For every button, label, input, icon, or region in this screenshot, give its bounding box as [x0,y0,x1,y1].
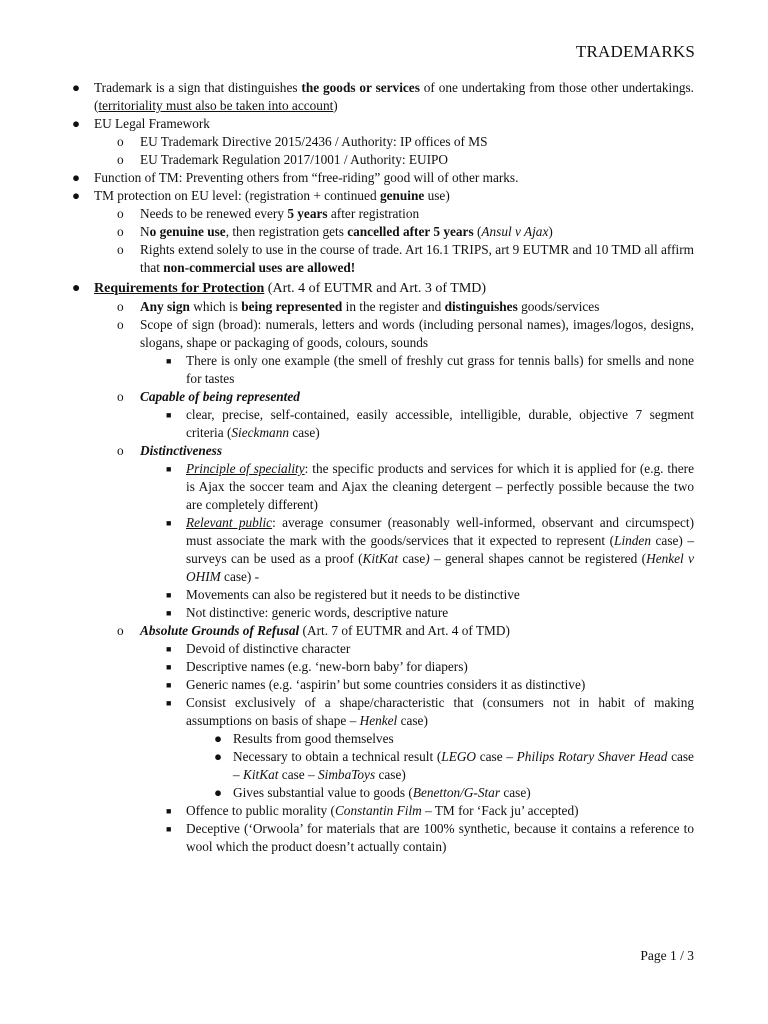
square-bullet-marker: ■ [166,518,172,528]
square-bullet-marker: ■ [166,356,172,366]
bullet-text: Trademark is a sign that distinguishes the goods or services of one undertaking from those other undertakings. (territoriality must also be taken into account) [94,80,694,113]
bullet-text: Rights extend solely to use in the course of trade. Art 16.1 TRIPS, art 9 EUTMR and 10 TMD all affirm that non-commercial uses are allowed! [140,242,694,275]
bullet-text: TM protection on EU level: (registration + continued genuine use) [94,188,450,203]
sub-bullet-regulation [70,151,694,169]
square-bullet-morality [70,802,694,820]
square-bullet-shape [70,694,694,730]
sub-bullet-marker: o [117,317,124,332]
square-bullet-descriptive [70,658,694,676]
sub-bullet-rights [70,241,694,277]
bullet-marker: ● [72,170,81,185]
sub-bullet-marker: o [117,623,124,638]
square-bullet-speciality [70,460,694,514]
sub-bullet-marker: o [117,389,124,404]
square-bullet-marker: ■ [166,662,172,672]
sub-bullet-marker: o [117,152,124,167]
square-bullet-marker: ■ [166,464,172,474]
document-body [70,79,694,856]
square-bullet-marker: ■ [166,410,172,420]
bullet-function [70,169,694,187]
page-title: TRADEMARKS [575,42,695,61]
bullet-text: Movements can also be registered but it needs to be distinctive [186,587,520,602]
sub-bullet-marker: o [117,242,124,257]
bullet-text: Requirements for Protection (Art. 4 of EUTMR and Art. 3 of TMD) [94,281,487,296]
bullet-text: Results from good themselves [233,731,394,746]
bullet-text: Function of TM: Preventing others from “free-riding” good will of other marks. [94,170,519,185]
bullet-text: Principle of speciality: the specific products and services for which it is applied for (e.g. there is Ajax the soccer team and Ajax the cleaning detergent – perfectly possible because the two are completely different) [186,461,694,512]
square-bullet-not-distinctive [70,604,694,622]
bullet-text: Capable of being represented [140,389,300,404]
sub-bullet-directive [70,133,694,151]
sub-bullet-marker: o [117,206,124,221]
round-bullet-marker: ● [214,749,223,764]
bullet-text: There is only one example (the smell of freshly cut grass for tennis balls) for smells and none for tastes [186,353,694,386]
bullet-text: EU Legal Framework [94,116,210,131]
square-bullet-generic [70,676,694,694]
bullet-text: Needs to be renewed every 5 years after registration [140,206,420,221]
bullet-eu-framework [70,115,694,133]
square-bullet-marker: ■ [166,680,172,690]
sub-bullet-marker: o [117,224,124,239]
square-bullet-deceptive [70,820,694,856]
bullet-text: Necessary to obtain a technical result (LEGO case – Philips Rotary Shaver Head case – KitKat case – SimbaToys case) [233,749,694,782]
square-bullet-marker: ■ [166,698,172,708]
bullet-text: Deceptive (‘Orwoola’ for materials that are 100% synthetic, because it contains a reference to wool which the product doesn’t actually contain) [186,821,694,854]
bullet-text: Gives substantial value to goods (Benetton/G-Star case) [233,785,531,800]
square-bullet-devoid [70,640,694,658]
sub-bullet-genuine-use [70,223,694,241]
bullet-marker: ● [72,116,81,131]
bullet-text: EU Trademark Directive 2015/2436 / Authority: IP offices of MS [140,134,488,149]
round-bullet-value [70,784,694,802]
square-bullet-marker: ■ [166,590,172,600]
bullet-text: Generic names (e.g. ‘aspirin’ but some countries considers it as distinctive) [186,677,586,692]
bullet-requirements [70,280,694,298]
bullet-text: Distinctiveness [140,443,222,458]
bullet-text: Offence to public morality (Constantin Film – TM for ‘Fack ju’ accepted) [186,803,579,818]
square-bullet-relevant-public [70,514,694,586]
square-bullet-marker: ■ [166,824,172,834]
square-bullet-marker: ■ [166,806,172,816]
bullet-text: Devoid of distinctive character [186,641,351,656]
square-bullet-movements [70,586,694,604]
square-bullet-marker: ■ [166,608,172,618]
round-bullet-marker: ● [214,785,223,800]
bullet-marker: ● [72,80,81,95]
bullet-text: Absolute Grounds of Refusal (Art. 7 of EUTMR and Art. 4 of TMD) [140,623,510,638]
square-bullet-marker: ■ [166,644,172,654]
sub-bullet-capable [70,388,694,406]
bullet-text: Consist exclusively of a shape/characteristic that (consumers not in habit of making assumptions on basis of shape – Henkel case) [186,695,694,728]
sub-bullet-marker: o [117,299,124,314]
bullet-marker: ● [72,281,81,296]
sub-bullet-absolute-grounds [70,622,694,640]
bullet-text: Scope of sign (broad): numerals, letters and words (including personal names), images/logos, designs, slogans, shape or packaging of goods, colours, sounds [140,317,694,350]
sub-bullet-marker: o [117,134,124,149]
sub-bullet-renewal [70,205,694,223]
square-bullet-criteria [70,406,694,442]
bullet-marker: ● [72,188,81,203]
sub-bullet-any-sign [70,298,694,316]
bullet-protection [70,187,694,205]
sub-bullet-distinctiveness [70,442,694,460]
round-bullet-marker: ● [214,731,223,746]
sub-bullet-marker: o [117,443,124,458]
bullet-text: Descriptive names (e.g. ‘new-born baby’ for diapers) [186,659,468,674]
bullet-definition [70,79,694,115]
page-number: Page 1 / 3 [640,948,694,963]
sub-bullet-scope [70,316,694,352]
bullet-text: clear, precise, self-contained, easily accessible, intelligible, durable, objective 7 segment criteria (Sieckmann case) [186,407,694,440]
round-bullet-results [70,730,694,748]
square-bullet-smell [70,352,694,388]
bullet-text: Not distinctive: generic words, descriptive nature [186,605,449,620]
round-bullet-technical [70,748,694,784]
bullet-text: EU Trademark Regulation 2017/1001 / Authority: EUIPO [140,152,449,167]
bullet-text: No genuine use, then registration gets cancelled after 5 years (Ansul v Ajax) [140,224,553,239]
bullet-text: Relevant public: average consumer (reasonably well-informed, observant and circumspect) must associate the mark with the goods/services that it expected to represent (Linden case) – surveys can be used as a proof (KitKat case) – general shapes cannot be registered (Henkel v OHIM case) - [186,515,695,584]
bullet-text: Any sign which is being represented in the register and distinguishes goods/services [140,299,600,314]
